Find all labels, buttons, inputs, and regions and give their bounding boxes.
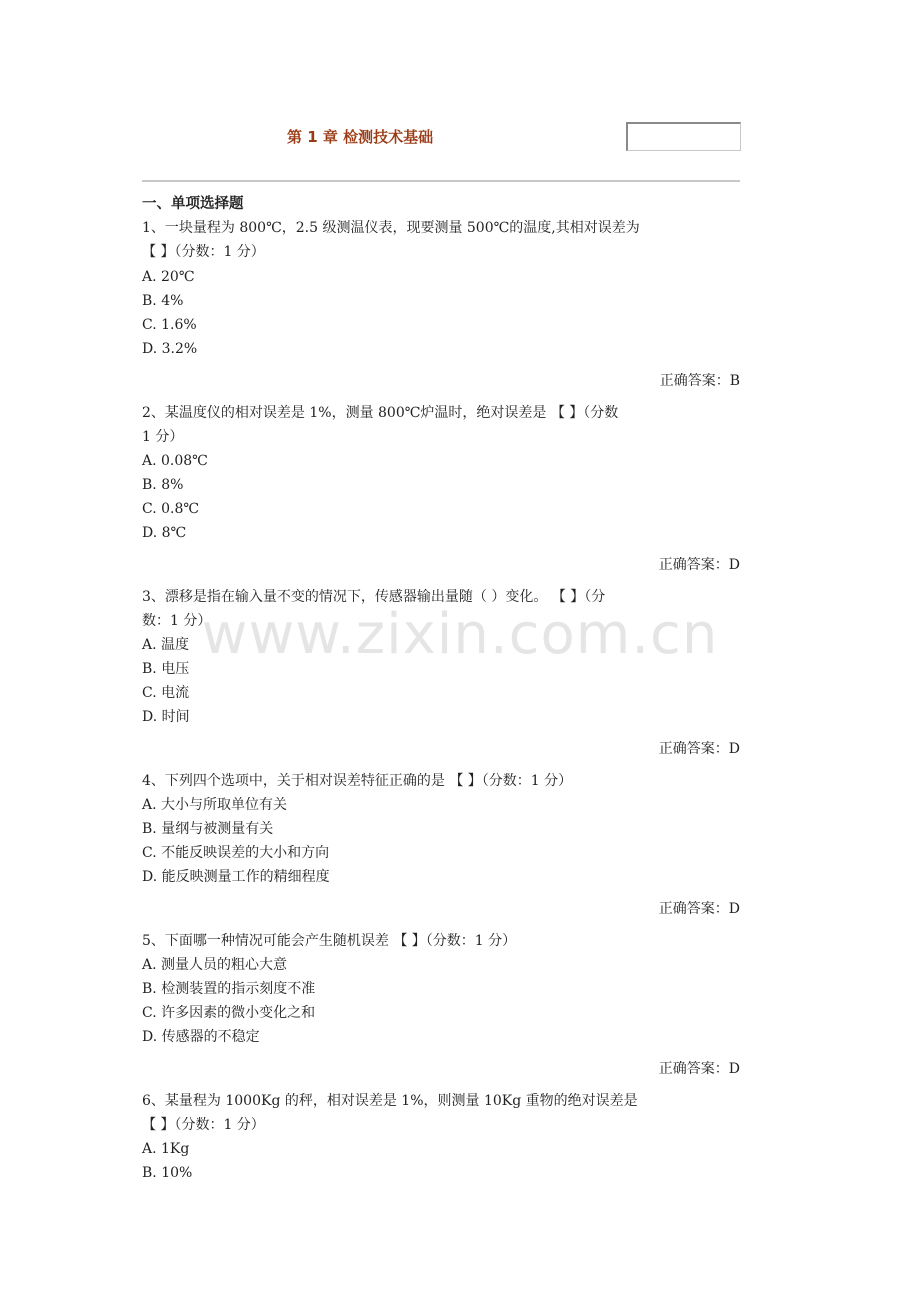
question-2-option-b: B. 8% [142, 477, 184, 493]
question-3-answer: 正确答案：D [658, 741, 740, 757]
question-4-answer: 正确答案：D [658, 901, 740, 917]
question-4-option-d: D. 能反映测量工作的精细程度 [142, 869, 330, 885]
question-4-option-b: B. 量纲与被测量有关 [142, 821, 274, 837]
page-title: 第 1 章 检测技术基础 [287, 128, 434, 146]
question-6-option-b: B. 10% [142, 1165, 193, 1181]
question-1-answer: 正确答案：B [659, 373, 740, 389]
question-5-answer: 正确答案：D [658, 1061, 740, 1077]
question-1-score: 【 】（分数：1 分） [142, 244, 265, 260]
header-divider [142, 180, 740, 182]
question-2-option-c: C. 0.8℃ [142, 501, 200, 517]
question-3-option-c: C. 电流 [142, 685, 190, 701]
question-1-text: 1、一块量程为 800℃，2.5 级测温仪表，现要测量 500℃的温度,其相对误差为 [142, 220, 640, 236]
question-5-option-d: D. 传感器的不稳定 [142, 1029, 260, 1045]
question-3-option-b: B. 电压 [142, 661, 190, 677]
question-3-option-a: A. 温度 [142, 637, 190, 653]
question-2-text: 2、某温度仪的相对误差是 1%，测量 800℃炉温时，绝对误差是 【 】（分数 [142, 405, 619, 421]
section-heading: 一、单项选择题 [142, 196, 244, 212]
question-6-score: 【 】（分数：1 分） [142, 1117, 265, 1133]
question-4-option-c: C. 不能反映误差的大小和方向 [142, 845, 330, 861]
question-2-answer: 正确答案：D [658, 557, 740, 573]
question-1-option-b: B. 4% [142, 293, 184, 309]
question-4-text: 4、下列四个选项中，关于相对误差特征正确的是 【 】（分数：1 分） [142, 773, 573, 789]
question-1-option-d: D. 3.2% [142, 341, 198, 357]
score-input-box[interactable] [626, 122, 741, 151]
question-3-option-d: D. 时间 [142, 709, 190, 725]
question-4-option-a: A. 大小与所取单位有关 [142, 797, 288, 813]
question-2-option-d: D. 8℃ [142, 525, 187, 541]
question-5-text: 5、下面哪一种情况可能会产生随机误差 【 】（分数：1 分） [142, 933, 517, 949]
question-3-score: 数：1 分） [142, 613, 212, 629]
question-1-option-c: C. 1.6% [142, 317, 197, 333]
question-2-score: 1 分） [142, 429, 184, 445]
question-5-option-b: B. 检测装置的指示刻度不准 [142, 981, 316, 997]
question-6-option-a: A. 1Kg [142, 1141, 190, 1157]
watermark: www.zixin.com.cn [201, 602, 719, 667]
question-2-option-a: A. 0.08℃ [142, 453, 208, 469]
question-5-option-a: A. 测量人员的粗心大意 [142, 957, 288, 973]
question-5-option-c: C. 许多因素的微小变化之和 [142, 1005, 316, 1021]
question-1-option-a: A. 20℃ [142, 269, 195, 285]
question-3-text: 3、漂移是指在输入量不变的情况下，传感器输出量随（ ）变化。 【 】（分 [142, 589, 606, 605]
question-6-text: 6、某量程为 1000Kg 的秤，相对误差是 1%，则测量 10Kg 重物的绝对误差是 [142, 1093, 638, 1109]
